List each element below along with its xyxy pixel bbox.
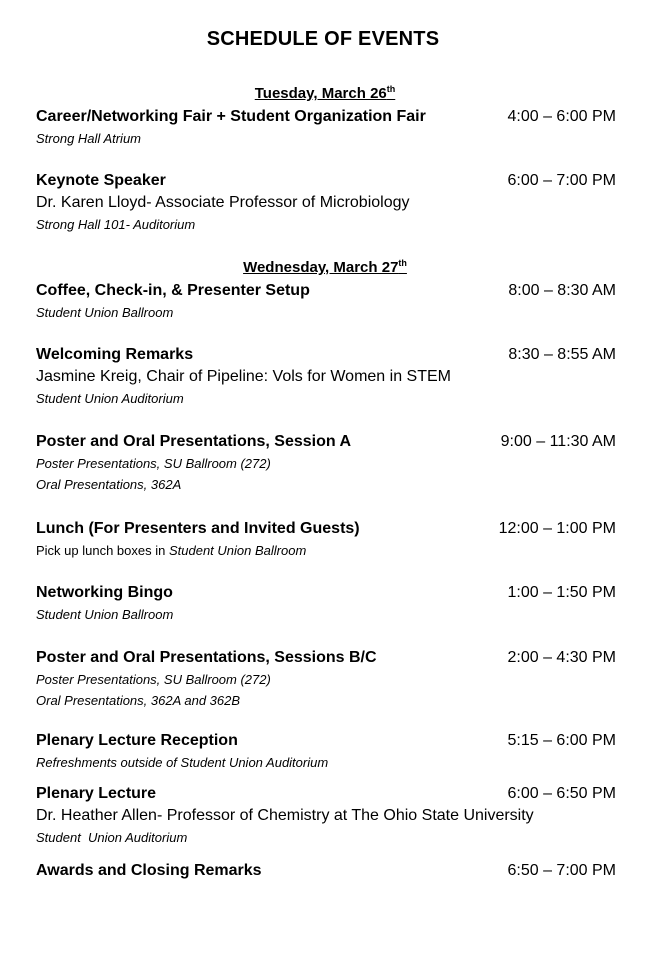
event-title: Plenary Lecture (36, 785, 157, 802)
event-time: 6:50 – 7:00 PM (507, 862, 616, 879)
event-title: Coffee, Check-in, & Presenter Setup (36, 282, 310, 299)
event-title: Keynote Speaker (36, 172, 166, 189)
event-time: 4:00 – 6:00 PM (507, 108, 616, 125)
event-time: 12:00 – 1:00 PM (498, 520, 616, 537)
page-title: SCHEDULE OF EVENTS (206, 28, 440, 50)
event-location: Oral Presentations, 362A and 362B (36, 693, 241, 708)
event-time: 8:00 – 8:30 AM (508, 282, 616, 299)
event-title: Awards and Closing Remarks (36, 862, 262, 879)
event-plenary (36, 783, 616, 848)
event-location: Poster Presentations, SU Ballroom (272) (36, 672, 271, 687)
event-title: Networking Bingo (36, 584, 173, 601)
event-location: Student Union Auditorium (36, 391, 184, 406)
event-location: Student Union Auditorium (36, 830, 188, 845)
event-time: 6:00 – 6:50 PM (507, 785, 616, 802)
event-speaker: Dr. Heather Allen- Professor of Chemistry at The Ohio State University (36, 807, 534, 824)
event-sessions-bc (36, 647, 616, 711)
event-location: Oral Presentations, 362A (36, 477, 182, 492)
day-label: Tuesday, March 26 (254, 85, 387, 102)
day-label: Wednesday, March 27 (243, 259, 399, 276)
event-title: Poster and Oral Presentations, Sessions B/C (36, 649, 377, 666)
note-prefix: Pick up lunch boxes in (36, 543, 169, 558)
event-career-fair (36, 106, 616, 149)
event-location: Student Union Ballroom (36, 607, 174, 622)
event-time: 5:15 – 6:00 PM (507, 732, 616, 749)
event-location: Refreshments outside of Student Union Auditorium (36, 755, 329, 770)
event-title: Plenary Lecture Reception (36, 732, 238, 749)
event-location: Strong Hall 101- Auditorium (36, 217, 196, 232)
day-heading-wednesday (0, 259, 650, 276)
event-keynote (36, 170, 616, 235)
event-closing (36, 860, 616, 882)
event-time: 2:00 – 4:30 PM (507, 649, 616, 666)
event-title: Welcoming Remarks (36, 346, 194, 363)
event-title: Career/Networking Fair + Student Organization Fair (36, 108, 426, 125)
event-time: 6:00 – 7:00 PM (507, 172, 616, 189)
event-title: Lunch (For Presenters and Invited Guests) (36, 520, 360, 537)
event-speaker: Dr. Karen Lloyd- Associate Professor of Microbiology (36, 194, 410, 211)
event-location: Strong Hall Atrium (36, 131, 141, 146)
event-session-a (36, 431, 616, 495)
day-heading-tuesday (0, 85, 650, 102)
event-lunch (36, 518, 616, 561)
event-note (36, 540, 616, 561)
event-time: 8:30 – 8:55 AM (508, 346, 616, 363)
day-suffix: th (386, 84, 396, 94)
note-place: Student Union Ballroom (168, 543, 307, 558)
event-speaker: Jasmine Kreig, Chair of Pipeline: Vols for Women in STEM (36, 368, 451, 385)
event-location: Student Union Ballroom (36, 305, 174, 320)
event-welcoming (36, 344, 616, 409)
event-title: Poster and Oral Presentations, Session A (36, 433, 352, 450)
event-reception (36, 730, 616, 773)
event-time: 9:00 – 11:30 AM (500, 433, 616, 450)
event-time: 1:00 – 1:50 PM (507, 584, 616, 601)
day-suffix: th (398, 258, 407, 268)
event-bingo (36, 582, 616, 625)
event-location: Poster Presentations, SU Ballroom (272) (36, 456, 271, 471)
event-coffee (36, 280, 616, 323)
